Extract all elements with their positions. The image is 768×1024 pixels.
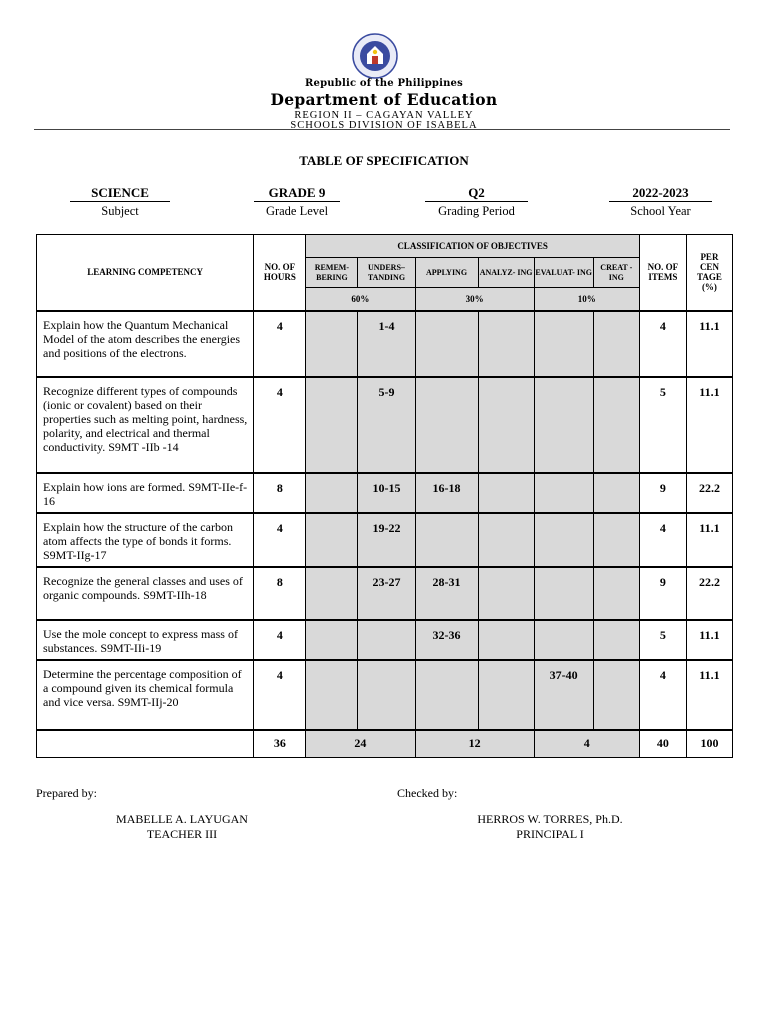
subject-value: SCIENCE bbox=[70, 186, 170, 202]
grade-label: Grade Level bbox=[265, 204, 329, 218]
creating-cell bbox=[593, 660, 639, 730]
table-row bbox=[37, 513, 733, 567]
percentage-cell: 11.1 bbox=[686, 513, 732, 567]
understanding-cell: 10-15 bbox=[358, 473, 415, 513]
competency-cell: Recognize the general classes and uses of organic compounds. S9MT-IIh-18 bbox=[37, 567, 254, 620]
region-line: REGION II – CAGAYAN VALLEY bbox=[294, 110, 474, 121]
hours-cell: 4 bbox=[254, 311, 306, 377]
totals-row bbox=[37, 730, 733, 758]
remembering-cell bbox=[306, 473, 358, 513]
grade-value: GRADE 9 bbox=[254, 186, 340, 202]
header-applying: APPLYING bbox=[415, 258, 478, 288]
weight-easy: 60% bbox=[306, 288, 415, 311]
total-percentage: 100 bbox=[686, 730, 732, 758]
items-cell: 4 bbox=[639, 513, 686, 567]
analyzing-cell bbox=[478, 620, 534, 660]
applying-cell bbox=[415, 660, 478, 730]
creating-cell bbox=[593, 311, 639, 377]
analyzing-cell bbox=[478, 660, 534, 730]
checked-name: HERROS W. TORRES, Ph.D. bbox=[477, 812, 623, 826]
total-difficult: 4 bbox=[534, 730, 639, 758]
table-row bbox=[37, 377, 733, 473]
prepared-label: Prepared by: bbox=[36, 786, 97, 800]
hours-cell: 4 bbox=[254, 377, 306, 473]
competency-cell: Explain how the structure of the carbon atom affects the type of bonds it forms. S9MT-IIg-17 bbox=[37, 513, 254, 567]
hours-cell: 4 bbox=[254, 620, 306, 660]
understanding-cell bbox=[358, 660, 415, 730]
remembering-cell bbox=[306, 377, 358, 473]
weight-average: 30% bbox=[415, 288, 534, 311]
table-row bbox=[37, 567, 733, 620]
header-evaluating: EVALUAT- ING bbox=[534, 258, 593, 288]
creating-cell bbox=[593, 567, 639, 620]
total-items: 40 bbox=[639, 730, 686, 758]
evaluating-cell: 37-40 bbox=[534, 660, 593, 730]
subject-field bbox=[70, 186, 170, 219]
evaluating-cell bbox=[534, 620, 593, 660]
total-hours: 36 bbox=[254, 730, 306, 758]
totals-label-cell bbox=[37, 730, 254, 758]
understanding-cell: 19-22 bbox=[358, 513, 415, 567]
header-creating: CREAT -ING bbox=[593, 258, 639, 288]
hours-cell: 8 bbox=[254, 473, 306, 513]
items-cell: 5 bbox=[639, 377, 686, 473]
year-field bbox=[609, 186, 712, 219]
applying-cell bbox=[415, 377, 478, 473]
creating-cell bbox=[593, 377, 639, 473]
checked-label: Checked by: bbox=[397, 786, 458, 800]
analyzing-cell bbox=[478, 513, 534, 567]
header-divider bbox=[34, 129, 730, 130]
specification-table bbox=[36, 234, 733, 758]
evaluating-cell bbox=[534, 377, 593, 473]
applying-cell bbox=[415, 311, 478, 377]
items-cell: 4 bbox=[639, 660, 686, 730]
creating-cell bbox=[593, 620, 639, 660]
remembering-cell bbox=[306, 311, 358, 377]
remembering-cell bbox=[306, 513, 358, 567]
evaluating-cell bbox=[534, 513, 593, 567]
percentage-cell: 22.2 bbox=[686, 567, 732, 620]
header-analyzing: ANALYZ- ING bbox=[478, 258, 534, 288]
prepared-name: MABELLE A. LAYUGAN bbox=[116, 812, 248, 826]
header-items: NO. OF ITEMS bbox=[639, 235, 686, 311]
percentage-cell: 11.1 bbox=[686, 620, 732, 660]
year-value: 2022-2023 bbox=[609, 186, 712, 202]
period-value: Q2 bbox=[425, 186, 528, 202]
remembering-cell bbox=[306, 620, 358, 660]
weight-difficult: 10% bbox=[534, 288, 639, 311]
period-field bbox=[425, 186, 528, 219]
header-percentage: PER CEN TAGE (%) bbox=[686, 235, 732, 311]
percentage-cell: 11.1 bbox=[686, 377, 732, 473]
year-label: School Year bbox=[630, 204, 691, 218]
creating-cell bbox=[593, 513, 639, 567]
evaluating-cell bbox=[534, 567, 593, 620]
applying-cell: 16-18 bbox=[415, 473, 478, 513]
applying-cell: 32-36 bbox=[415, 620, 478, 660]
deped-seal-icon bbox=[352, 33, 398, 79]
analyzing-cell bbox=[478, 473, 534, 513]
analyzing-cell bbox=[478, 567, 534, 620]
items-cell: 9 bbox=[639, 473, 686, 513]
table-row bbox=[37, 473, 733, 513]
analyzing-cell bbox=[478, 311, 534, 377]
table-row bbox=[37, 311, 733, 377]
header-classification: CLASSIFICATION OF OBJECTIVES bbox=[306, 235, 639, 258]
applying-cell bbox=[415, 513, 478, 567]
prepared-title: TEACHER III bbox=[146, 827, 218, 841]
header-understanding: UNDERS– TANDING bbox=[358, 258, 415, 288]
competency-cell: Explain how the Quantum Mechanical Model of the atom describes the energies and positions of the electrons. bbox=[37, 311, 254, 377]
hours-cell: 4 bbox=[254, 513, 306, 567]
percentage-cell: 11.1 bbox=[686, 660, 732, 730]
analyzing-cell bbox=[478, 377, 534, 473]
understanding-cell: 1-4 bbox=[358, 311, 415, 377]
competency-cell: Recognize different types of compounds (ionic or covalent) based on their properties such as melting point, hardness, polarity, and electrical and thermal conductivity. S9MT -IIb -14 bbox=[37, 377, 254, 473]
checked-title: PRINCIPAL I bbox=[516, 827, 584, 841]
table-row bbox=[37, 660, 733, 730]
percentage-cell: 11.1 bbox=[686, 311, 732, 377]
competency-cell: Explain how ions are formed. S9MT-IIe-f-16 bbox=[37, 473, 254, 513]
evaluating-cell bbox=[534, 311, 593, 377]
items-cell: 9 bbox=[639, 567, 686, 620]
understanding-cell bbox=[358, 620, 415, 660]
total-average: 12 bbox=[415, 730, 534, 758]
department-name: Department of Education bbox=[270, 90, 498, 109]
creating-cell bbox=[593, 473, 639, 513]
evaluating-cell bbox=[534, 473, 593, 513]
percentage-cell: 22.2 bbox=[686, 473, 732, 513]
understanding-cell: 5-9 bbox=[358, 377, 415, 473]
items-cell: 5 bbox=[639, 620, 686, 660]
competency-cell: Use the mole concept to express mass of substances. S9MT-IIi-19 bbox=[37, 620, 254, 660]
remembering-cell bbox=[306, 660, 358, 730]
header-hours: NO. OF HOURS bbox=[254, 235, 306, 311]
republic-line: Republic of the Philippines bbox=[305, 78, 463, 89]
competency-cell: Determine the percentage composition of a compound given its chemical formula and vice versa. S9MT-IIj-20 bbox=[37, 660, 254, 730]
header-remembering: REMEM-BERING bbox=[306, 258, 358, 288]
hours-cell: 8 bbox=[254, 567, 306, 620]
document-title: TABLE OF SPECIFICATION bbox=[299, 153, 469, 168]
understanding-cell: 23-27 bbox=[358, 567, 415, 620]
total-easy: 24 bbox=[306, 730, 415, 758]
hours-cell: 4 bbox=[254, 660, 306, 730]
applying-cell: 28-31 bbox=[415, 567, 478, 620]
table-row bbox=[37, 620, 733, 660]
remembering-cell bbox=[306, 567, 358, 620]
subject-label: Subject bbox=[101, 204, 139, 218]
header-competency: LEARNING COMPETENCY bbox=[37, 235, 254, 311]
period-label: Grading Period bbox=[438, 204, 515, 218]
grade-field bbox=[254, 186, 340, 219]
division-line: SCHOOLS DIVISION OF ISABELA bbox=[290, 120, 478, 131]
items-cell: 4 bbox=[639, 311, 686, 377]
